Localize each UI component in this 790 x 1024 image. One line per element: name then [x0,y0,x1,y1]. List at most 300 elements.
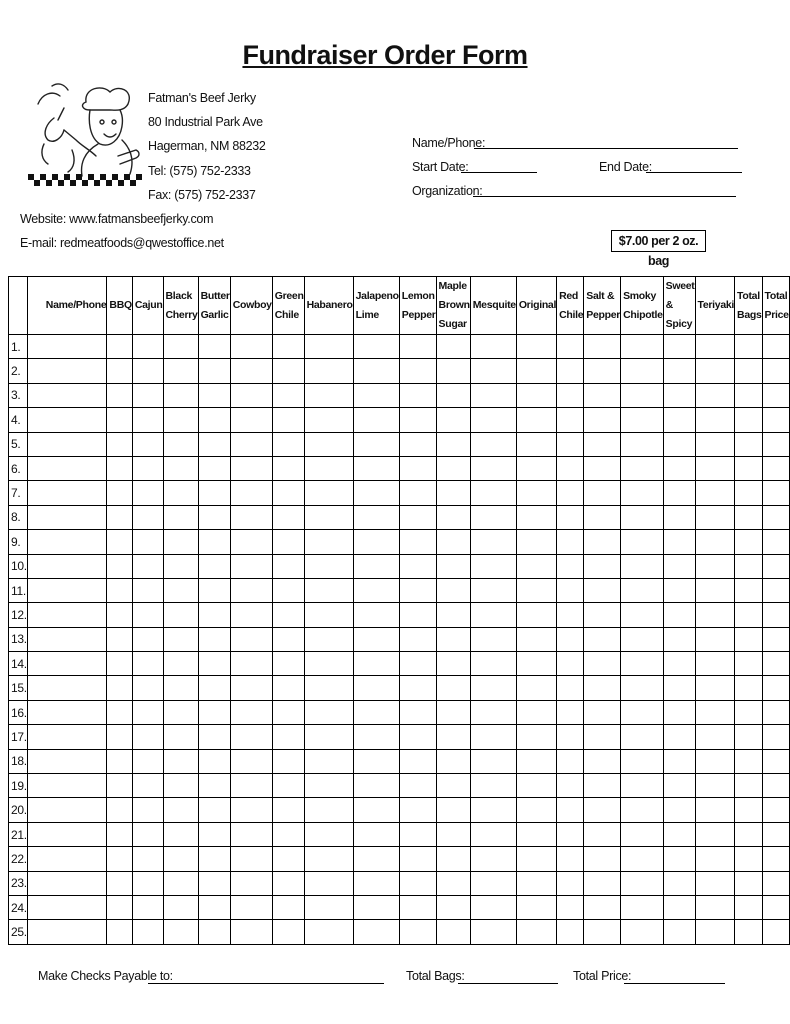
order-cell[interactable] [27,822,107,846]
order-cell[interactable] [132,627,163,651]
order-cell[interactable] [695,627,735,651]
order-cell[interactable] [762,335,789,359]
order-cell[interactable] [353,554,399,578]
order-cell[interactable] [163,871,198,895]
order-cell[interactable] [304,847,353,871]
order-cell[interactable] [198,700,230,724]
order-cell[interactable] [304,822,353,846]
order-cell[interactable] [272,359,304,383]
order-cell[interactable] [663,847,695,871]
order-cell[interactable] [399,652,436,676]
order-cell[interactable] [695,456,735,480]
order-cell[interactable] [663,383,695,407]
order-cell[interactable] [663,798,695,822]
order-cell[interactable] [107,652,132,676]
order-cell[interactable] [230,335,272,359]
order-cell[interactable] [163,920,198,944]
order-cell[interactable] [557,725,584,749]
order-cell[interactable] [621,335,664,359]
order-cell[interactable] [304,920,353,944]
order-cell[interactable] [272,847,304,871]
order-cell[interactable] [762,725,789,749]
order-cell[interactable] [516,676,556,700]
order-cell[interactable] [735,871,762,895]
order-cell[interactable] [762,847,789,871]
order-cell[interactable] [272,798,304,822]
order-cell[interactable] [470,822,516,846]
order-cell[interactable] [695,749,735,773]
order-cell[interactable] [198,871,230,895]
order-cell[interactable] [584,456,621,480]
order-cell[interactable] [557,749,584,773]
order-cell[interactable] [272,603,304,627]
order-cell[interactable] [198,481,230,505]
order-cell[interactable] [470,749,516,773]
order-cell[interactable] [272,749,304,773]
order-cell[interactable] [353,359,399,383]
order-cell[interactable] [557,554,584,578]
order-cell[interactable] [230,700,272,724]
order-cell[interactable] [436,530,470,554]
order-cell[interactable] [470,774,516,798]
order-cell[interactable] [735,676,762,700]
order-cell[interactable] [695,652,735,676]
order-cell[interactable] [436,481,470,505]
order-cell[interactable] [516,822,556,846]
order-cell[interactable] [107,676,132,700]
order-cell[interactable] [735,920,762,944]
order-cell[interactable] [163,798,198,822]
order-cell[interactable] [163,554,198,578]
order-cell[interactable] [132,798,163,822]
order-cell[interactable] [557,383,584,407]
order-cell[interactable] [132,505,163,529]
order-cell[interactable] [198,603,230,627]
order-cell[interactable] [470,603,516,627]
order-cell[interactable] [762,456,789,480]
order-cell[interactable] [399,335,436,359]
order-cell[interactable] [399,505,436,529]
order-cell[interactable] [436,335,470,359]
order-cell[interactable] [230,408,272,432]
order-cell[interactable] [557,481,584,505]
order-cell[interactable] [27,774,107,798]
order-cell[interactable] [353,822,399,846]
order-cell[interactable] [230,456,272,480]
order-cell[interactable] [107,456,132,480]
order-cell[interactable] [436,920,470,944]
order-cell[interactable] [163,456,198,480]
order-cell[interactable] [132,652,163,676]
order-cell[interactable] [436,749,470,773]
order-cell[interactable] [516,603,556,627]
order-cell[interactable] [304,408,353,432]
order-cell[interactable] [107,383,132,407]
order-cell[interactable] [107,554,132,578]
order-cell[interactable] [663,603,695,627]
order-cell[interactable] [230,578,272,602]
total-price-field[interactable] [624,983,725,984]
order-cell[interactable] [304,554,353,578]
order-cell[interactable] [304,774,353,798]
order-cell[interactable] [27,408,107,432]
order-cell[interactable] [399,920,436,944]
order-cell[interactable] [663,700,695,724]
order-cell[interactable] [27,505,107,529]
order-cell[interactable] [663,774,695,798]
order-cell[interactable] [762,554,789,578]
order-cell[interactable] [132,530,163,554]
order-cell[interactable] [695,603,735,627]
order-cell[interactable] [621,578,664,602]
order-cell[interactable] [272,578,304,602]
order-cell[interactable] [470,871,516,895]
order-cell[interactable] [132,432,163,456]
order-cell[interactable] [470,627,516,651]
order-cell[interactable] [470,895,516,919]
order-cell[interactable] [735,603,762,627]
order-cell[interactable] [132,700,163,724]
order-cell[interactable] [107,895,132,919]
order-cell[interactable] [663,749,695,773]
order-cell[interactable] [557,822,584,846]
order-cell[interactable] [198,895,230,919]
order-cell[interactable] [198,627,230,651]
order-cell[interactable] [353,383,399,407]
order-cell[interactable] [27,627,107,651]
order-cell[interactable] [230,774,272,798]
order-cell[interactable] [436,798,470,822]
order-cell[interactable] [27,603,107,627]
order-cell[interactable] [663,822,695,846]
order-cell[interactable] [272,920,304,944]
order-cell[interactable] [304,676,353,700]
order-cell[interactable] [198,774,230,798]
order-cell[interactable] [399,408,436,432]
order-cell[interactable] [735,895,762,919]
order-cell[interactable] [663,676,695,700]
order-cell[interactable] [735,822,762,846]
order-cell[interactable] [516,652,556,676]
order-cell[interactable] [621,920,664,944]
order-cell[interactable] [762,871,789,895]
order-cell[interactable] [584,603,621,627]
order-cell[interactable] [516,456,556,480]
order-cell[interactable] [584,749,621,773]
order-cell[interactable] [584,432,621,456]
order-cell[interactable] [163,505,198,529]
order-cell[interactable] [584,652,621,676]
order-cell[interactable] [735,725,762,749]
order-cell[interactable] [230,895,272,919]
order-cell[interactable] [762,676,789,700]
order-cell[interactable] [735,408,762,432]
order-cell[interactable] [399,554,436,578]
order-cell[interactable] [762,408,789,432]
order-cell[interactable] [516,432,556,456]
order-cell[interactable] [621,408,664,432]
order-cell[interactable] [132,676,163,700]
order-cell[interactable] [198,652,230,676]
order-cell[interactable] [107,774,132,798]
order-cell[interactable] [516,481,556,505]
order-cell[interactable] [470,554,516,578]
order-cell[interactable] [584,871,621,895]
order-cell[interactable] [762,774,789,798]
order-cell[interactable] [584,554,621,578]
order-cell[interactable] [663,652,695,676]
order-cell[interactable] [516,871,556,895]
order-cell[interactable] [436,725,470,749]
order-cell[interactable] [107,603,132,627]
order-cell[interactable] [272,383,304,407]
order-cell[interactable] [399,774,436,798]
order-cell[interactable] [516,700,556,724]
order-cell[interactable] [163,676,198,700]
order-cell[interactable] [304,481,353,505]
order-cell[interactable] [470,725,516,749]
order-cell[interactable] [695,359,735,383]
order-cell[interactable] [621,554,664,578]
order-cell[interactable] [584,895,621,919]
order-cell[interactable] [695,847,735,871]
order-cell[interactable] [107,798,132,822]
order-cell[interactable] [304,652,353,676]
order-cell[interactable] [198,725,230,749]
order-cell[interactable] [163,408,198,432]
order-cell[interactable] [470,652,516,676]
order-cell[interactable] [621,432,664,456]
order-cell[interactable] [163,578,198,602]
order-cell[interactable] [399,432,436,456]
order-cell[interactable] [107,505,132,529]
order-cell[interactable] [27,798,107,822]
order-cell[interactable] [663,554,695,578]
order-cell[interactable] [436,432,470,456]
order-cell[interactable] [27,749,107,773]
order-cell[interactable] [516,774,556,798]
order-cell[interactable] [27,456,107,480]
order-cell[interactable] [663,335,695,359]
order-cell[interactable] [272,822,304,846]
order-cell[interactable] [132,383,163,407]
order-cell[interactable] [695,895,735,919]
order-cell[interactable] [735,798,762,822]
order-cell[interactable] [353,481,399,505]
order-cell[interactable] [230,603,272,627]
order-cell[interactable] [695,578,735,602]
order-cell[interactable] [584,505,621,529]
order-cell[interactable] [621,749,664,773]
order-cell[interactable] [27,335,107,359]
order-cell[interactable] [621,383,664,407]
order-cell[interactable] [735,700,762,724]
order-cell[interactable] [621,774,664,798]
order-cell[interactable] [272,505,304,529]
order-cell[interactable] [516,530,556,554]
order-cell[interactable] [584,725,621,749]
order-cell[interactable] [353,895,399,919]
order-cell[interactable] [584,481,621,505]
order-cell[interactable] [107,725,132,749]
order-cell[interactable] [584,847,621,871]
order-cell[interactable] [163,383,198,407]
order-cell[interactable] [163,432,198,456]
order-cell[interactable] [436,871,470,895]
order-cell[interactable] [353,774,399,798]
order-cell[interactable] [304,456,353,480]
order-cell[interactable] [516,725,556,749]
order-cell[interactable] [132,749,163,773]
order-cell[interactable] [735,335,762,359]
order-cell[interactable] [132,603,163,627]
order-cell[interactable] [107,408,132,432]
order-cell[interactable] [198,676,230,700]
order-cell[interactable] [584,920,621,944]
order-cell[interactable] [436,554,470,578]
order-cell[interactable] [516,749,556,773]
order-cell[interactable] [436,627,470,651]
order-cell[interactable] [107,920,132,944]
order-cell[interactable] [436,847,470,871]
order-cell[interactable] [516,798,556,822]
order-cell[interactable] [230,554,272,578]
order-cell[interactable] [621,871,664,895]
order-cell[interactable] [230,627,272,651]
order-cell[interactable] [557,895,584,919]
order-cell[interactable] [516,359,556,383]
order-cell[interactable] [436,603,470,627]
order-cell[interactable] [304,383,353,407]
order-cell[interactable] [353,871,399,895]
order-cell[interactable] [27,578,107,602]
order-cell[interactable] [470,700,516,724]
order-cell[interactable] [735,359,762,383]
order-cell[interactable] [399,847,436,871]
order-cell[interactable] [695,822,735,846]
order-cell[interactable] [470,408,516,432]
order-cell[interactable] [27,676,107,700]
order-cell[interactable] [735,383,762,407]
order-cell[interactable] [470,335,516,359]
order-cell[interactable] [107,822,132,846]
order-cell[interactable] [353,530,399,554]
order-cell[interactable] [516,408,556,432]
order-cell[interactable] [399,676,436,700]
order-cell[interactable] [516,895,556,919]
order-cell[interactable] [230,505,272,529]
order-cell[interactable] [230,798,272,822]
order-cell[interactable] [27,920,107,944]
order-cell[interactable] [230,725,272,749]
order-cell[interactable] [584,335,621,359]
order-cell[interactable] [27,383,107,407]
order-cell[interactable] [304,603,353,627]
order-cell[interactable] [132,359,163,383]
order-cell[interactable] [399,822,436,846]
order-cell[interactable] [399,700,436,724]
order-cell[interactable] [436,505,470,529]
order-cell[interactable] [621,603,664,627]
order-cell[interactable] [695,432,735,456]
order-cell[interactable] [107,700,132,724]
order-cell[interactable] [304,871,353,895]
order-cell[interactable] [163,822,198,846]
order-cell[interactable] [304,335,353,359]
order-cell[interactable] [27,725,107,749]
order-cell[interactable] [163,847,198,871]
order-cell[interactable] [163,627,198,651]
order-cell[interactable] [198,335,230,359]
order-cell[interactable] [621,725,664,749]
order-cell[interactable] [557,676,584,700]
order-cell[interactable] [304,627,353,651]
order-cell[interactable] [470,530,516,554]
order-cell[interactable] [304,700,353,724]
order-cell[interactable] [436,652,470,676]
order-cell[interactable] [132,895,163,919]
order-cell[interactable] [230,530,272,554]
order-cell[interactable] [762,432,789,456]
order-cell[interactable] [304,432,353,456]
order-cell[interactable] [107,335,132,359]
order-cell[interactable] [107,627,132,651]
order-cell[interactable] [353,603,399,627]
order-cell[interactable] [399,578,436,602]
order-cell[interactable] [695,725,735,749]
order-cell[interactable] [735,627,762,651]
order-cell[interactable] [663,530,695,554]
order-cell[interactable] [663,359,695,383]
order-cell[interactable] [399,871,436,895]
order-cell[interactable] [107,847,132,871]
order-cell[interactable] [272,456,304,480]
order-cell[interactable] [272,871,304,895]
order-cell[interactable] [132,871,163,895]
order-cell[interactable] [436,700,470,724]
order-cell[interactable] [399,383,436,407]
order-cell[interactable] [762,627,789,651]
order-cell[interactable] [107,481,132,505]
order-cell[interactable] [621,456,664,480]
order-cell[interactable] [163,895,198,919]
order-cell[interactable] [762,481,789,505]
order-cell[interactable] [304,725,353,749]
order-cell[interactable] [272,676,304,700]
order-cell[interactable] [557,456,584,480]
order-cell[interactable] [198,383,230,407]
order-cell[interactable] [621,676,664,700]
order-cell[interactable] [516,383,556,407]
order-cell[interactable] [107,432,132,456]
order-cell[interactable] [198,505,230,529]
order-cell[interactable] [584,627,621,651]
name-phone-field[interactable] [474,148,738,149]
order-cell[interactable] [198,359,230,383]
order-cell[interactable] [695,530,735,554]
order-cell[interactable] [272,895,304,919]
order-cell[interactable] [132,481,163,505]
order-cell[interactable] [163,530,198,554]
order-cell[interactable] [470,847,516,871]
order-cell[interactable] [557,847,584,871]
order-cell[interactable] [304,505,353,529]
order-cell[interactable] [557,627,584,651]
order-cell[interactable] [735,774,762,798]
order-cell[interactable] [353,456,399,480]
order-cell[interactable] [516,505,556,529]
order-cell[interactable] [163,749,198,773]
